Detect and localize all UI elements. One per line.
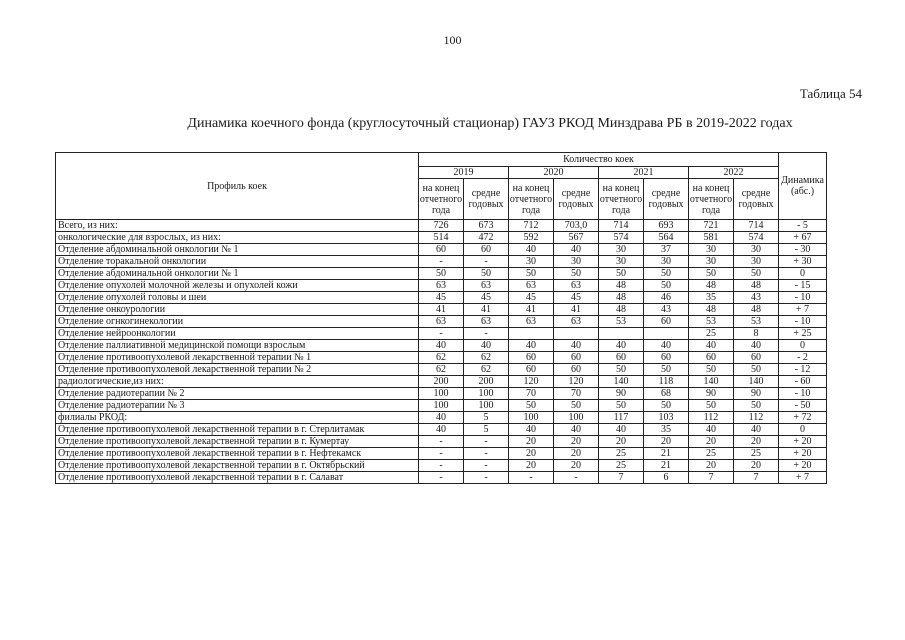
cell-end-of-year: 48	[599, 292, 644, 304]
cell-annual-average: 60	[554, 364, 599, 376]
header-year: 2019	[419, 167, 509, 179]
cell-annual-average: 45	[464, 292, 509, 304]
cell-end-of-year: -	[419, 448, 464, 460]
header-year: 2022	[689, 167, 779, 179]
header-end-of-year: на конец отчетного года	[419, 179, 464, 220]
cell-end-of-year	[509, 328, 554, 340]
row-profile-name: Отделение противоопухолевой лекарственной терапии в г. Салават	[56, 472, 419, 484]
cell-end-of-year: 25	[689, 448, 734, 460]
cell-annual-average: 60	[734, 352, 779, 364]
cell-end-of-year: 60	[509, 352, 554, 364]
cell-annual-average: 60	[644, 352, 689, 364]
cell-end-of-year: 60	[689, 352, 734, 364]
cell-end-of-year: 30	[509, 256, 554, 268]
cell-annual-average: 63	[554, 280, 599, 292]
cell-dynamics: - 15	[779, 280, 827, 292]
cell-annual-average: 20	[644, 436, 689, 448]
cell-annual-average: 20	[554, 460, 599, 472]
cell-annual-average: 40	[734, 340, 779, 352]
cell-end-of-year: 20	[509, 436, 554, 448]
cell-dynamics: + 7	[779, 472, 827, 484]
cell-end-of-year: 25	[599, 448, 644, 460]
cell-annual-average: 20	[554, 448, 599, 460]
cell-dynamics: + 20	[779, 436, 827, 448]
cell-dynamics: + 30	[779, 256, 827, 268]
cell-annual-average: 70	[554, 388, 599, 400]
cell-dynamics: - 10	[779, 316, 827, 328]
cell-annual-average: 62	[464, 352, 509, 364]
cell-end-of-year: 581	[689, 232, 734, 244]
cell-end-of-year: 41	[509, 304, 554, 316]
cell-end-of-year: 60	[599, 352, 644, 364]
cell-annual-average: 120	[554, 376, 599, 388]
cell-end-of-year: 30	[689, 244, 734, 256]
cell-end-of-year: 100	[419, 388, 464, 400]
cell-end-of-year: 60	[419, 244, 464, 256]
cell-end-of-year: 140	[689, 376, 734, 388]
cell-dynamics: + 67	[779, 232, 827, 244]
cell-end-of-year: 40	[419, 424, 464, 436]
cell-dynamics: 0	[779, 424, 827, 436]
cell-end-of-year: 30	[599, 244, 644, 256]
row-profile-name: Отделение противоопухолевой лекарственной терапии в г. Октябрьский	[56, 460, 419, 472]
header-end-of-year: на конец отчетного года	[599, 179, 644, 220]
cell-end-of-year: 62	[419, 364, 464, 376]
table-label: Таблица 54	[799, 86, 862, 101]
cell-end-of-year: 40	[599, 340, 644, 352]
cell-annual-average: 112	[734, 412, 779, 424]
cell-dynamics: - 10	[779, 388, 827, 400]
cell-end-of-year: 592	[509, 232, 554, 244]
row-profile-name: Отделение огнкогинекологии	[56, 316, 419, 328]
cell-dynamics: 0	[779, 268, 827, 280]
cell-annual-average: -	[464, 460, 509, 472]
table-row	[56, 460, 827, 472]
cell-annual-average: 30	[734, 244, 779, 256]
cell-end-of-year: 25	[689, 328, 734, 340]
cell-end-of-year: 140	[599, 376, 644, 388]
cell-end-of-year: 726	[419, 220, 464, 232]
cell-dynamics: + 20	[779, 448, 827, 460]
cell-annual-average: 21	[644, 448, 689, 460]
header-annual-average: средне годовых	[644, 179, 689, 220]
table-row	[56, 388, 827, 400]
cell-end-of-year	[599, 328, 644, 340]
cell-annual-average: 43	[644, 304, 689, 316]
cell-end-of-year: 7	[599, 472, 644, 484]
row-profile-name: Отделение онкоурологии	[56, 304, 419, 316]
bed-fund-table	[55, 152, 827, 484]
table-row	[56, 232, 827, 244]
cell-end-of-year: -	[509, 472, 554, 484]
cell-annual-average: 60	[644, 316, 689, 328]
cell-end-of-year: 50	[509, 268, 554, 280]
cell-end-of-year: 25	[599, 460, 644, 472]
table-row	[56, 448, 827, 460]
cell-annual-average: 48	[734, 280, 779, 292]
row-profile-name: Отделение радиотерапии № 2	[56, 388, 419, 400]
cell-annual-average: 60	[464, 244, 509, 256]
cell-dynamics: - 10	[779, 292, 827, 304]
cell-end-of-year: 30	[599, 256, 644, 268]
cell-annual-average: 40	[554, 424, 599, 436]
cell-end-of-year: 40	[419, 412, 464, 424]
cell-dynamics: - 50	[779, 400, 827, 412]
cell-annual-average: 41	[464, 304, 509, 316]
cell-end-of-year: 20	[689, 436, 734, 448]
cell-dynamics: - 12	[779, 364, 827, 376]
cell-end-of-year: 112	[689, 412, 734, 424]
cell-annual-average: 46	[644, 292, 689, 304]
cell-end-of-year: 50	[599, 364, 644, 376]
header-end-of-year: на конец отчетного года	[689, 179, 734, 220]
header-end-of-year: на конец отчетного года	[509, 179, 554, 220]
cell-end-of-year: 63	[509, 280, 554, 292]
cell-end-of-year: 63	[419, 316, 464, 328]
cell-annual-average: 60	[554, 352, 599, 364]
row-profile-name: онкологические для взрослых, из них:	[56, 232, 419, 244]
cell-dynamics: - 60	[779, 376, 827, 388]
row-profile-name: Отделение противоопухолевой лекарственной терапии № 2	[56, 364, 419, 376]
cell-annual-average: 63	[464, 316, 509, 328]
cell-end-of-year: 41	[419, 304, 464, 316]
cell-annual-average: 50	[734, 268, 779, 280]
cell-annual-average: 62	[464, 364, 509, 376]
cell-annual-average: 50	[644, 280, 689, 292]
table-row	[56, 436, 827, 448]
row-profile-name: Отделение абдоминальной онкологии № 1	[56, 244, 419, 256]
cell-end-of-year: 40	[689, 340, 734, 352]
cell-annual-average: 693	[644, 220, 689, 232]
row-profile-name: Отделение противоопухолевой лекарственной терапии в г. Нефтекамск	[56, 448, 419, 460]
table-row	[56, 472, 827, 484]
table-row	[56, 364, 827, 376]
cell-annual-average: 7	[734, 472, 779, 484]
cell-annual-average: 53	[734, 316, 779, 328]
cell-end-of-year: 40	[599, 424, 644, 436]
cell-dynamics: + 25	[779, 328, 827, 340]
table-row	[56, 424, 827, 436]
cell-end-of-year: 50	[419, 268, 464, 280]
cell-annual-average: 40	[554, 340, 599, 352]
document-title: Динамика коечного фонда (круглосуточный стационар) ГАУЗ РКОД Минздрава РБ в 2019-2022 годах	[187, 116, 793, 131]
table-row	[56, 352, 827, 364]
cell-annual-average: 703,0	[554, 220, 599, 232]
cell-end-of-year: 50	[689, 364, 734, 376]
cell-end-of-year: 40	[689, 424, 734, 436]
table-row	[56, 256, 827, 268]
cell-annual-average: -	[464, 436, 509, 448]
cell-end-of-year: 712	[509, 220, 554, 232]
cell-end-of-year: 7	[689, 472, 734, 484]
cell-end-of-year: 53	[599, 316, 644, 328]
header-annual-average: средне годовых	[554, 179, 599, 220]
table-row	[56, 268, 827, 280]
cell-end-of-year: 70	[509, 388, 554, 400]
cell-end-of-year: 50	[689, 400, 734, 412]
cell-annual-average: 118	[644, 376, 689, 388]
table-row	[56, 340, 827, 352]
cell-end-of-year: 48	[599, 304, 644, 316]
table-row	[56, 304, 827, 316]
cell-end-of-year: 574	[599, 232, 644, 244]
cell-annual-average: 50	[554, 400, 599, 412]
cell-end-of-year: 117	[599, 412, 644, 424]
cell-end-of-year: 50	[599, 268, 644, 280]
cell-end-of-year: 100	[509, 412, 554, 424]
cell-end-of-year: 60	[509, 364, 554, 376]
cell-end-of-year: 714	[599, 220, 644, 232]
row-profile-name: филиалы РКОД:	[56, 412, 419, 424]
cell-annual-average: 20	[554, 436, 599, 448]
row-profile-name: Отделение абдоминальной онкологии № 1	[56, 268, 419, 280]
row-profile-name: Отделение радиотерапии № 3	[56, 400, 419, 412]
cell-end-of-year: 50	[599, 400, 644, 412]
cell-end-of-year: 30	[689, 256, 734, 268]
cell-annual-average: 50	[644, 400, 689, 412]
cell-annual-average: 103	[644, 412, 689, 424]
cell-end-of-year: -	[419, 436, 464, 448]
cell-annual-average: 100	[464, 388, 509, 400]
cell-annual-average: 63	[554, 316, 599, 328]
cell-annual-average: 6	[644, 472, 689, 484]
cell-annual-average: 40	[644, 340, 689, 352]
row-profile-name: радиологические,из них:	[56, 376, 419, 388]
table-body	[56, 220, 827, 484]
cell-annual-average: 30	[734, 256, 779, 268]
cell-end-of-year: 20	[689, 460, 734, 472]
row-profile-name: Отделение торакальной онкологии	[56, 256, 419, 268]
header-bed-count: Количество коек	[419, 153, 779, 167]
cell-end-of-year: -	[419, 328, 464, 340]
cell-annual-average: 5	[464, 424, 509, 436]
table-row	[56, 376, 827, 388]
cell-annual-average: 50	[464, 268, 509, 280]
cell-annual-average: -	[464, 448, 509, 460]
cell-annual-average: 50	[554, 268, 599, 280]
row-profile-name: Отделение опухолей головы и шеи	[56, 292, 419, 304]
cell-annual-average: 30	[554, 256, 599, 268]
cell-annual-average	[644, 328, 689, 340]
cell-annual-average: 472	[464, 232, 509, 244]
cell-annual-average: 50	[734, 400, 779, 412]
header-profile: Профиль коек	[56, 153, 419, 220]
cell-end-of-year: 45	[509, 292, 554, 304]
cell-dynamics: - 5	[779, 220, 827, 232]
cell-end-of-year: 50	[689, 268, 734, 280]
cell-annual-average: 40	[734, 424, 779, 436]
cell-annual-average: 63	[464, 280, 509, 292]
cell-annual-average: 50	[644, 268, 689, 280]
row-profile-name: Отделение паллиативной медицинской помощи взрослым	[56, 340, 419, 352]
row-profile-name: Отделение противоопухолевой лекарственной терапии № 1	[56, 352, 419, 364]
table-row	[56, 292, 827, 304]
cell-annual-average: 20	[734, 460, 779, 472]
cell-annual-average: 100	[554, 412, 599, 424]
cell-annual-average: -	[464, 328, 509, 340]
cell-end-of-year: 20	[509, 448, 554, 460]
cell-annual-average: 50	[734, 364, 779, 376]
cell-end-of-year: 50	[509, 400, 554, 412]
cell-end-of-year: 200	[419, 376, 464, 388]
cell-annual-average: 673	[464, 220, 509, 232]
cell-dynamics: - 2	[779, 352, 827, 364]
header-year: 2021	[599, 167, 689, 179]
cell-end-of-year: 62	[419, 352, 464, 364]
table-row	[56, 280, 827, 292]
cell-end-of-year: 53	[689, 316, 734, 328]
cell-annual-average: 45	[554, 292, 599, 304]
cell-annual-average: 21	[644, 460, 689, 472]
row-profile-name: Отделение опухолей молочной железы и опухолей кожи	[56, 280, 419, 292]
page-number: 100	[443, 33, 462, 47]
cell-annual-average: 35	[644, 424, 689, 436]
cell-dynamics: + 20	[779, 460, 827, 472]
cell-annual-average: 40	[554, 244, 599, 256]
cell-annual-average: 567	[554, 232, 599, 244]
cell-end-of-year: -	[419, 460, 464, 472]
cell-annual-average: 100	[464, 400, 509, 412]
cell-end-of-year: 90	[599, 388, 644, 400]
cell-end-of-year: 120	[509, 376, 554, 388]
cell-end-of-year: 48	[689, 280, 734, 292]
cell-end-of-year: 20	[599, 436, 644, 448]
cell-annual-average: 43	[734, 292, 779, 304]
cell-dynamics: + 72	[779, 412, 827, 424]
cell-annual-average: 50	[644, 364, 689, 376]
table-row	[56, 328, 827, 340]
cell-annual-average: 140	[734, 376, 779, 388]
row-profile-name: Отделение противоопухолевой лекарственной терапии в г. Стерлитамак	[56, 424, 419, 436]
cell-end-of-year: 48	[599, 280, 644, 292]
cell-annual-average: -	[464, 256, 509, 268]
cell-end-of-year: -	[419, 472, 464, 484]
cell-annual-average	[554, 328, 599, 340]
cell-annual-average: 40	[464, 340, 509, 352]
table-row	[56, 220, 827, 232]
cell-annual-average: -	[554, 472, 599, 484]
header-year: 2020	[509, 167, 599, 179]
cell-annual-average: -	[464, 472, 509, 484]
cell-end-of-year: 40	[509, 424, 554, 436]
header-annual-average: средне годовых	[734, 179, 779, 220]
cell-annual-average: 564	[644, 232, 689, 244]
cell-dynamics: 0	[779, 340, 827, 352]
cell-end-of-year: 40	[509, 244, 554, 256]
table-row	[56, 400, 827, 412]
cell-annual-average: 90	[734, 388, 779, 400]
cell-annual-average: 5	[464, 412, 509, 424]
cell-annual-average: 68	[644, 388, 689, 400]
cell-annual-average: 574	[734, 232, 779, 244]
cell-end-of-year: 35	[689, 292, 734, 304]
table-row	[56, 244, 827, 256]
cell-annual-average: 200	[464, 376, 509, 388]
cell-annual-average: 8	[734, 328, 779, 340]
cell-end-of-year: 514	[419, 232, 464, 244]
row-profile-name: Отделение противоопухолевой лекарственной терапии в г. Кумертау	[56, 436, 419, 448]
cell-end-of-year: 63	[509, 316, 554, 328]
cell-dynamics: - 30	[779, 244, 827, 256]
cell-end-of-year: 45	[419, 292, 464, 304]
cell-end-of-year: 40	[509, 340, 554, 352]
cell-annual-average: 41	[554, 304, 599, 316]
cell-annual-average: 714	[734, 220, 779, 232]
cell-end-of-year: 40	[419, 340, 464, 352]
table-row	[56, 316, 827, 328]
header-annual-average: средне годовых	[464, 179, 509, 220]
header-dynamics: Динамика (абс.)	[779, 153, 827, 220]
cell-end-of-year: 48	[689, 304, 734, 316]
cell-end-of-year: 63	[419, 280, 464, 292]
cell-end-of-year: 90	[689, 388, 734, 400]
cell-annual-average: 37	[644, 244, 689, 256]
cell-end-of-year: -	[419, 256, 464, 268]
cell-annual-average: 20	[734, 436, 779, 448]
cell-dynamics: + 7	[779, 304, 827, 316]
row-profile-name: Всего, из них:	[56, 220, 419, 232]
cell-end-of-year: 721	[689, 220, 734, 232]
row-profile-name: Отделение нейроонкологии	[56, 328, 419, 340]
cell-end-of-year: 20	[509, 460, 554, 472]
cell-annual-average: 30	[644, 256, 689, 268]
cell-end-of-year: 100	[419, 400, 464, 412]
table-row	[56, 412, 827, 424]
cell-annual-average: 48	[734, 304, 779, 316]
cell-annual-average: 25	[734, 448, 779, 460]
